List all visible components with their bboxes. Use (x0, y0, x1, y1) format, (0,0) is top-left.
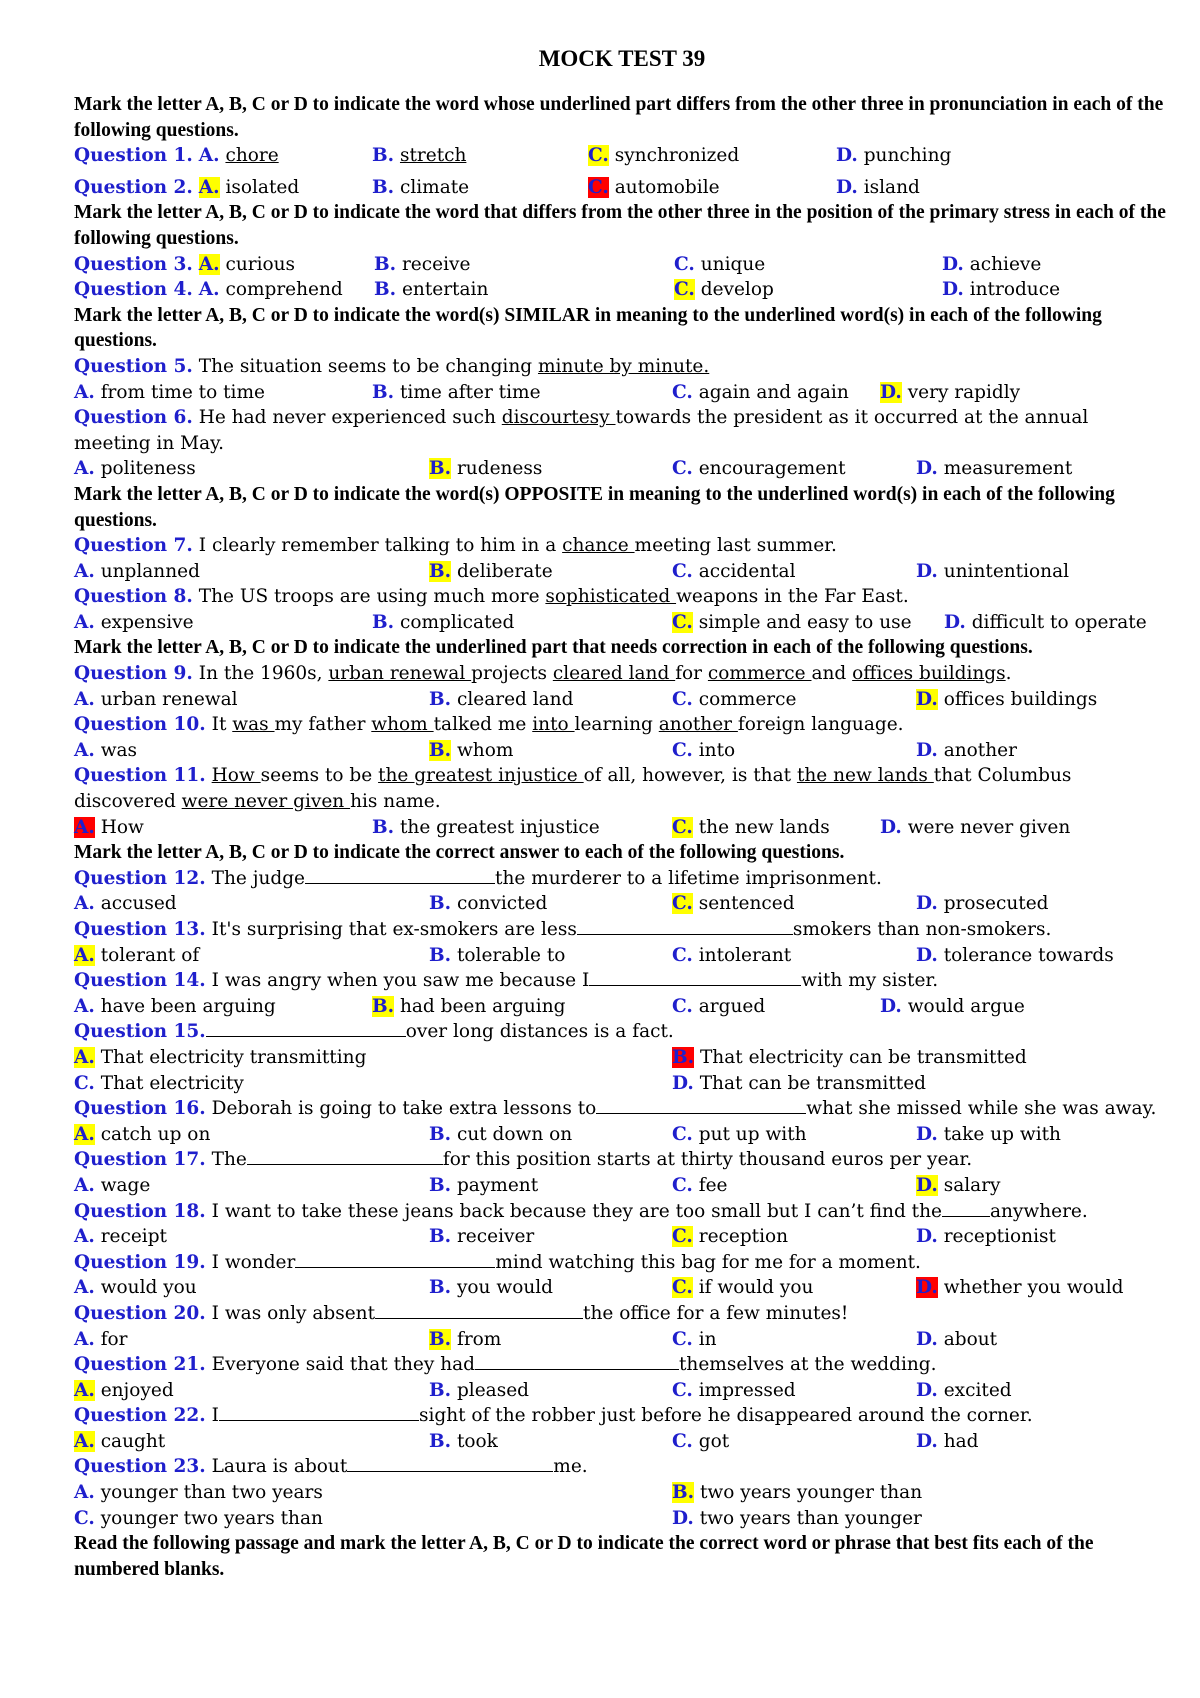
question-label: Question 20. (74, 1302, 206, 1324)
question-23-options-row2: C. younger two years than D. two years than younger (74, 1507, 922, 1529)
question-10-text: Question 10. It was my father whom talked me into learning another foreign language. (74, 714, 904, 736)
question-label: Question 4. (74, 279, 193, 301)
question-label: Question 14. (74, 970, 206, 992)
option-b[interactable]: convicted (456, 893, 548, 915)
option-c[interactable]: sentenced (698, 893, 795, 915)
answer-blank[interactable] (942, 1201, 990, 1217)
option-c[interactable]: encouragement (698, 458, 846, 480)
answer-blank[interactable] (596, 1098, 806, 1114)
option-b[interactable]: pleased (456, 1379, 529, 1401)
section-instruction: Mark the letter A, B, C or D to indicate the word that differs from the other three in the position of the primary stress in each of the following questions. (74, 202, 1166, 249)
option-d[interactable]: achieve (969, 253, 1042, 275)
question-17-text: Question 17. The for this position starts at thirty thousand euros per year. (74, 1149, 973, 1171)
question-2: Question 2. A. isolated B. climate C. automobile D. island (74, 176, 920, 198)
option-c[interactable]: accidental (698, 560, 796, 582)
answer-blank[interactable] (305, 868, 495, 884)
option-a[interactable]: politeness (100, 458, 196, 480)
option-a[interactable]: That electricity transmitting (100, 1046, 367, 1068)
answer-blank[interactable] (219, 1405, 419, 1421)
option-c[interactable]: younger two years than (100, 1507, 323, 1529)
option-b[interactable]: you would (456, 1277, 554, 1299)
option-b[interactable]: payment (456, 1174, 539, 1196)
question-22-text: Question 22. I sight of the robber just before he disappeared around the corner. (74, 1405, 1033, 1427)
question-8-text: Question 8. The US troops are using much more sophisticated weapons in the Far East. (74, 586, 909, 608)
question-15-options-row1: A. That electricity transmitting B. That electricity can be transmitted (74, 1046, 1027, 1068)
option-c[interactable]: argued (698, 995, 766, 1017)
question-18-options: A. receipt B. receiver C. reception D. receptionist (74, 1226, 1056, 1248)
option-c[interactable]: fee (698, 1174, 728, 1196)
option-b[interactable]: tolerable to (456, 944, 566, 966)
question-7-text: Question 7. I clearly remember talking to him in a chance meeting last summer. (74, 535, 837, 557)
question-label: Question 23. (74, 1456, 206, 1478)
question-11-text: Question 11. How seems to be the greatest injustice of all, however, is that the new lands that Columbus discovered were never given his name. (74, 765, 1072, 813)
question-18-text: Question 18. I want to take these jeans back because they are too small but I can’t find the anywhere. (74, 1200, 1088, 1222)
option-b[interactable]: That electricity can be transmitted (699, 1046, 1027, 1068)
question-19-text: Question 19. I wonder mind watching this bag for me for a moment. (74, 1251, 921, 1273)
option-a[interactable]: caught (100, 1430, 166, 1452)
option-c[interactable]: reception (698, 1226, 789, 1248)
answer-blank[interactable] (375, 1303, 583, 1319)
answer-blank[interactable] (577, 919, 793, 935)
question-11-options: A. How B. the greatest injustice C. the new lands D. were never given (74, 816, 1071, 838)
section-instruction: Mark the letter A, B, C or D to indicate the word(s) OPPOSITE in meaning to the underlined word(s) in each of the following questions. (74, 483, 1115, 531)
option-b[interactable]: climate (399, 176, 470, 198)
option-d[interactable]: two years than younger (699, 1507, 922, 1529)
question-23-options-row1: A. younger than two years B. two years younger than (74, 1482, 923, 1504)
question-22-options: A. caught B. took C. got D. had (74, 1430, 979, 1452)
question-label: Question 16. (74, 1098, 206, 1120)
answer-blank[interactable] (206, 1021, 406, 1037)
option-c[interactable]: into (698, 739, 736, 761)
question-3: Question 3. A. curious B. receive C. unique D. achieve (74, 253, 1042, 275)
option-b[interactable]: took (456, 1430, 498, 1452)
option-d[interactable]: about (943, 1328, 998, 1350)
question-20-options: A. for B. from C. in D. about (74, 1328, 998, 1350)
option-a[interactable]: isolated (225, 176, 300, 198)
question-7-options: A. unplanned B. deliberate C. accidental D. unintentional (74, 560, 1070, 582)
option-a[interactable]: from time to time (100, 381, 265, 403)
option-b[interactable]: rudeness (456, 458, 543, 480)
option-c[interactable]: automobile (614, 176, 720, 198)
option-b[interactable]: receiver (456, 1226, 535, 1248)
option-c[interactable]: commerce (698, 688, 797, 710)
option-a[interactable]: for (100, 1328, 128, 1350)
option-a[interactable]: younger than two years (100, 1482, 323, 1504)
question-label: Question 15. (74, 1021, 206, 1043)
option-c[interactable]: synchronized (614, 145, 740, 167)
option-d[interactable]: offices buildings (943, 688, 1098, 710)
question-20-text: Question 20. I was only absent the office for a few minutes! (74, 1302, 849, 1324)
question-label: Question 2. (74, 176, 193, 198)
question-label: Question 18. (74, 1200, 206, 1222)
option-d[interactable]: take up with (943, 1123, 1061, 1145)
question-label: Question 22. (74, 1405, 206, 1427)
option-b[interactable]: cut down on (456, 1123, 573, 1145)
answer-blank[interactable] (475, 1354, 679, 1370)
question-label: Question 13. (74, 919, 206, 940)
option-a[interactable]: unplanned (100, 560, 200, 582)
option-c[interactable]: in (698, 1328, 717, 1350)
question-label: Question 8. (74, 586, 193, 608)
question-14-text: Question 14. I was angry when you saw me because I with my sister. (74, 970, 939, 992)
answer-blank[interactable] (247, 1149, 443, 1165)
question-label: Question 17. (74, 1149, 206, 1171)
document-page (74, 44, 1170, 1582)
option-b[interactable]: from (456, 1328, 502, 1350)
option-d[interactable]: excited (943, 1379, 1012, 1401)
question-9-options: A. urban renewal B. cleared land C. commerce D. offices buildings (74, 688, 1098, 710)
option-c[interactable]: put up with (698, 1123, 807, 1145)
option-a[interactable]: comprehend (225, 279, 343, 301)
option-b[interactable]: whom (456, 739, 514, 761)
option-a[interactable]: enjoyed (100, 1379, 174, 1401)
option-c[interactable]: got (698, 1430, 730, 1452)
question-label: Question 11. (74, 765, 206, 787)
section-instruction: Mark the letter A, B, C or D to indicate the correct answer to each of the following questions. (74, 842, 845, 864)
option-b[interactable]: cleared land (456, 688, 574, 710)
option-d[interactable]: very rapidly (907, 381, 1021, 403)
question-label: Question 5. (74, 355, 193, 377)
option-a[interactable]: receipt (100, 1226, 167, 1248)
option-b[interactable]: receive (401, 253, 471, 275)
question-label: Question 3. (74, 253, 193, 275)
question-19-options: A. would you B. you would C. if would you D. whether you would (74, 1277, 1124, 1299)
question-13-options: A. tolerant of B. tolerable to C. intolerant D. tolerance towards (74, 944, 1114, 966)
option-b[interactable]: the greatest injustice (399, 816, 600, 838)
page-title: MOCK TEST 39 (538, 46, 706, 71)
option-a[interactable]: How (100, 816, 144, 838)
option-c[interactable]: again and again (698, 381, 849, 403)
question-21-options: A. enjoyed B. pleased C. impressed D. excited (74, 1379, 1012, 1401)
option-d[interactable]: were never given (907, 816, 1071, 838)
question-21-text: Question 21. Everyone said that they had themselves at the wedding. (74, 1354, 937, 1376)
option-b[interactable]: stretch (399, 145, 467, 167)
option-a[interactable]: wage (100, 1174, 151, 1196)
option-a[interactable]: was (100, 739, 138, 761)
option-d[interactable]: would argue (907, 995, 1025, 1017)
option-b[interactable]: had been arguing (399, 995, 566, 1017)
option-d[interactable]: salary (943, 1174, 1001, 1196)
option-d[interactable]: had (943, 1430, 979, 1452)
option-a[interactable]: curious (225, 253, 296, 275)
option-d[interactable]: tolerance towards (943, 944, 1114, 966)
question-5-options: A. from time to time B. time after time C. again and again D. very rapidly (74, 381, 1021, 403)
section-instruction: Read the following passage and mark the letter A, B, C or D to indicate the correct word or phrase that best fits each of the numbered blanks. (74, 1533, 1094, 1580)
option-d[interactable]: measurement (943, 458, 1073, 480)
option-c[interactable]: impressed (698, 1379, 796, 1401)
option-d[interactable]: prosecuted (943, 893, 1049, 915)
question-16-text: Question 16. Deborah is going to take extra lessons to what she missed while she was away. (74, 1098, 1157, 1120)
option-c[interactable]: develop (700, 279, 774, 301)
option-a[interactable]: accused (100, 893, 177, 915)
question-label: Question 21. (74, 1354, 206, 1376)
question-8-options: A. expensive B. complicated C. simple and easy to use D. difficult to operate (74, 611, 1147, 633)
option-a[interactable]: have been arguing (100, 995, 276, 1017)
question-label: Question 9. (74, 663, 193, 685)
question-12-text: Question 12. The judge the murderer to a lifetime imprisonment. (74, 867, 882, 889)
answer-blank[interactable] (589, 970, 801, 986)
option-d[interactable]: That can be transmitted (699, 1072, 927, 1094)
question-4: Question 4. A. comprehend B. entertain C. develop D. introduce (74, 279, 1061, 301)
option-c[interactable]: That electricity (100, 1072, 244, 1094)
section-instruction: Mark the letter A, B, C or D to indicate the word whose underlined part differs from the other three in pronunciation in each of the following questions. (74, 94, 1164, 141)
option-b[interactable]: time after time (399, 381, 541, 403)
question-13-text: Question 13. It's surprising that ex-smokers are less smokers than non-smokers. (74, 919, 1052, 940)
question-label: Question 10. (74, 714, 206, 736)
option-d[interactable]: receptionist (943, 1226, 1056, 1248)
option-c[interactable]: intolerant (698, 944, 792, 966)
option-a[interactable]: urban renewal (100, 688, 238, 710)
option-c[interactable]: simple and easy to use (698, 611, 912, 633)
question-label: Question 1. (74, 145, 193, 167)
option-a[interactable]: would you (100, 1277, 197, 1299)
question-label: Question 19. (74, 1251, 206, 1273)
question-15-options-row2: C. That electricity D. That can be transmitted (74, 1072, 927, 1094)
option-b[interactable]: two years younger than (699, 1482, 923, 1504)
option-d[interactable]: island (863, 176, 920, 198)
question-16-options: A. catch up on B. cut down on C. put up with D. take up with (74, 1123, 1061, 1145)
option-b[interactable]: deliberate (456, 560, 553, 582)
question-12-options: A. accused B. convicted C. sentenced D. prosecuted (74, 893, 1049, 915)
question-label: Question 6. (74, 407, 193, 429)
question-15-text: Question 15. over long distances is a fact. (74, 1021, 674, 1043)
option-d[interactable]: punching (863, 145, 952, 167)
option-c[interactable]: if would you (698, 1277, 814, 1299)
question-14-options: A. have been arguing B. had been arguing C. argued D. would argue (74, 995, 1025, 1017)
question-6-options: A. politeness B. rudeness C. encouragement D. measurement (74, 458, 1073, 480)
option-d[interactable]: difficult to operate (971, 611, 1147, 633)
answer-blank[interactable] (347, 1456, 553, 1472)
question-1: Question 1. A. chore B. stretch C. synchronized D. punching (74, 145, 952, 167)
answer-blank[interactable] (295, 1252, 495, 1268)
option-c[interactable]: unique (700, 253, 766, 275)
question-17-options: A. wage B. payment C. fee D. salary (74, 1174, 1001, 1196)
section-instruction: Mark the letter A, B, C or D to indicate the underlined part that needs correction in each of the following questions. (74, 637, 1033, 659)
section-instruction: Mark the letter A, B, C or D to indicate the word(s) SIMILAR in meaning to the underlined word(s) in each of the following questions. (74, 304, 1102, 352)
question-9-text: Question 9. In the 1960s, urban renewal projects cleared land for commerce and offices buildings. (74, 663, 1012, 685)
question-label: Question 7. (74, 535, 193, 557)
question-5-text: Question 5. The situation seems to be changing minute by minute. (74, 355, 710, 377)
question-23-text: Question 23. Laura is about me. (74, 1456, 588, 1478)
question-10-options: A. was B. whom C. into D. another (74, 739, 1017, 761)
option-d[interactable]: unintentional (943, 560, 1070, 582)
option-a[interactable]: chore (225, 145, 279, 167)
question-6-text: Question 6. He had never experienced such discourtesy towards the president as it occurred at the annual meeting in May. (74, 407, 1089, 454)
option-d[interactable]: introduce (969, 279, 1061, 301)
option-b[interactable]: complicated (399, 611, 515, 633)
option-b[interactable]: entertain (401, 279, 489, 301)
option-d[interactable]: another (943, 739, 1017, 761)
option-a[interactable]: expensive (100, 611, 194, 633)
option-a[interactable]: catch up on (100, 1123, 211, 1145)
option-d[interactable]: whether you would (943, 1277, 1124, 1299)
question-label: Question 12. (74, 867, 206, 889)
option-a[interactable]: tolerant of (100, 944, 200, 966)
option-c[interactable]: the new lands (698, 816, 830, 838)
